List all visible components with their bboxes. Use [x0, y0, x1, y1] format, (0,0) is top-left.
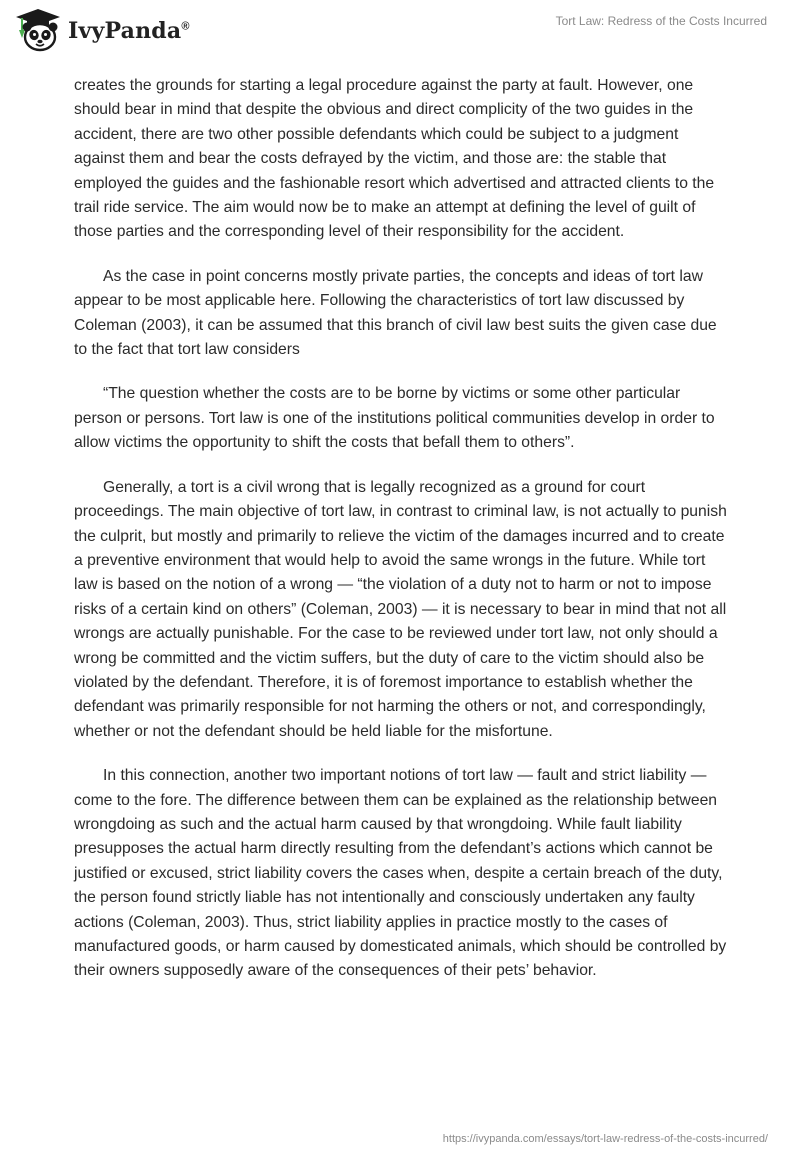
- page-header: [0, 0, 800, 60]
- registered-mark: ®: [181, 20, 190, 33]
- brand-logo[interactable]: [14, 8, 190, 52]
- source-url[interactable]: https://ivypanda.com/essays/tort-law-redress-of-the-costs-incurred/: [442, 1133, 768, 1145]
- paragraph-quote: “The question whether the costs are to be borne by victims or some other particular person or persons. Tort law is one of the institutions political communities develop in order to allow victims the opportunity to shift the costs that befall them to others”.: [74, 385, 715, 452]
- brand-name: [68, 18, 190, 44]
- document-title: Tort Law: Redress of the Costs Incurred: [555, 14, 767, 28]
- brand-name-text: IvyPanda: [68, 18, 182, 44]
- paragraph-4: Generally, a tort is a civil wrong that is legally recognized as a ground for court proceedings. The main objective of tort law, in contrast to criminal law, is not actually to punish the culprit, but mostly and primarily to relieve the victim of the damages incurred and to create a preventive environment that would help to avoid the same wrongs in the future. While tort law is based on the notion of a wrong — “the violation of a duty not to harm or not to impose risks of a certain kind on others” (Coleman, 2003) — it is necessary to bear in mind that not all wrongs are actually punishable. For the case to be reviewed under tort law, not only should a wrong be committed and the victim suffers, but the duty of care to the victim should also be violated by the defendant. Therefore, it is of foremost importance to establish whether the defendant was primarily responsible for not harming the others or not, and correspondingly, whether or not the defendant should be held liable for the misfortune.: [74, 478, 727, 740]
- panda-graduation-cap-icon: [14, 8, 62, 52]
- paragraph-5: In this connection, another two important notions of tort law — fault and strict liability — come to the fore. The difference between them can be explained as the relationship between wrongdoing as such and the actual harm caused by that wrongdoing. While fault liability presupposes the actual harm directly resulting from the defendant’s actions which cannot be justified or excused, strict liability covers the cases when, despite a certain breach of the duty, the person found strictly liable has not intentionally and consciously undertaken any faulty actions (Coleman, 2003). Thus, strict liability applies in practice mostly to the cases of manufactured goods, or harm caused by domesticated animals, which should be controlled by their owners supposedly aware of the consequences of their pets’ behavior.: [74, 767, 727, 980]
- paragraph-1: creates the grounds for starting a legal procedure against the party at fault. However, one should bear in mind that despite the obvious and direct complicity of the two guides in the accident, there are two other possible defendants which could be subject to a judgment against them and bear the costs defrayed by the victim, and those are: the stable that employed the guides and the fashionable resort which advertised and attracted clients to the trail ride service. The aim would now be to make an attempt at defining the level of guilt of those parties and the corresponding level of their responsibility for the accident.: [74, 77, 715, 241]
- essay-body: [74, 74, 730, 1004]
- paragraph-2: As the case in point concerns mostly private parties, the concepts and ideas of tort law appear to be most applicable here. Following the characteristics of tort law discussed by Coleman (2003), it can be assumed that this branch of civil law best suits the given case due to the fact that tort law considers: [74, 267, 717, 359]
